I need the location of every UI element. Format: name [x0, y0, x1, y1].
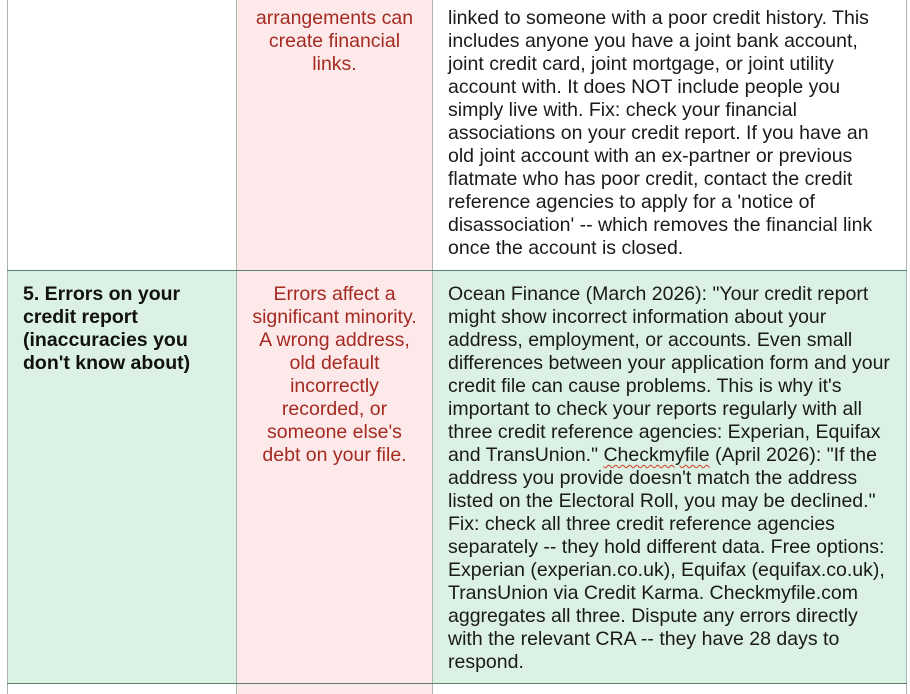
detail-text-part: (April 2026): "If the address you provide doesn't match the address listed on the Electoral Roll, you may be declined." Fix: check all three credit reference agencies separately -- they hold different data. Free options: Experian (experian.co.uk), Equifax (equifax.co.uk), TransUnion via Credit Karma. Checkmyfile.com aggregates all three. Dispute any errors directly with the relevant CRA -- they have 28 days to respond.	[448, 444, 885, 673]
issue-cell	[8, 684, 237, 694]
detail-cell	[433, 0, 907, 271]
detail-cell	[433, 271, 907, 684]
detail-text: linked to someone with a poor credit history. This includes anyone you have a joint bank account, joint credit card, joint mortgage, or joint utility account with. It does NOT include people you simply live with. Fix: check your financial associations on your credit report. If you have an old joint account with an ex-partner or previous flatmate who has poor credit, contact the credit reference agencies to apply for a 'notice of disassociation' -- which removes the financial link once the account is closed.	[433, 0, 906, 260]
issue-cell	[8, 271, 237, 684]
table-row	[8, 0, 907, 271]
impact-text: Errors affect a significant minority. A wrong address, old default incorrectly recorded, or someone else's debt on your file.	[237, 271, 432, 467]
impact-cell	[237, 684, 433, 694]
issue-title: 5. Errors on your credit report (inaccuracies you don't know about)	[8, 271, 236, 375]
impact-text: arrangements can create financial links.	[237, 0, 432, 76]
detail-cell	[433, 684, 907, 694]
impact-cell	[237, 271, 433, 684]
table-row	[8, 684, 907, 694]
table-row	[8, 271, 907, 684]
detail-text-part: Ocean Finance (March 2026): "Your credit report might show incorrect information about your address, employment, or accounts. Even small differences between your application form and your credit file can cause problems. This is why it's important to check your reports regularly with all three credit reference agencies: Experian, Equifax and TransUnion."	[448, 283, 890, 466]
spellcheck-flagged-word[interactable]: Checkmyfile	[603, 444, 709, 466]
issue-cell	[8, 0, 237, 271]
credit-issues-table	[7, 0, 907, 694]
impact-cell	[237, 0, 433, 271]
detail-text	[433, 271, 906, 674]
